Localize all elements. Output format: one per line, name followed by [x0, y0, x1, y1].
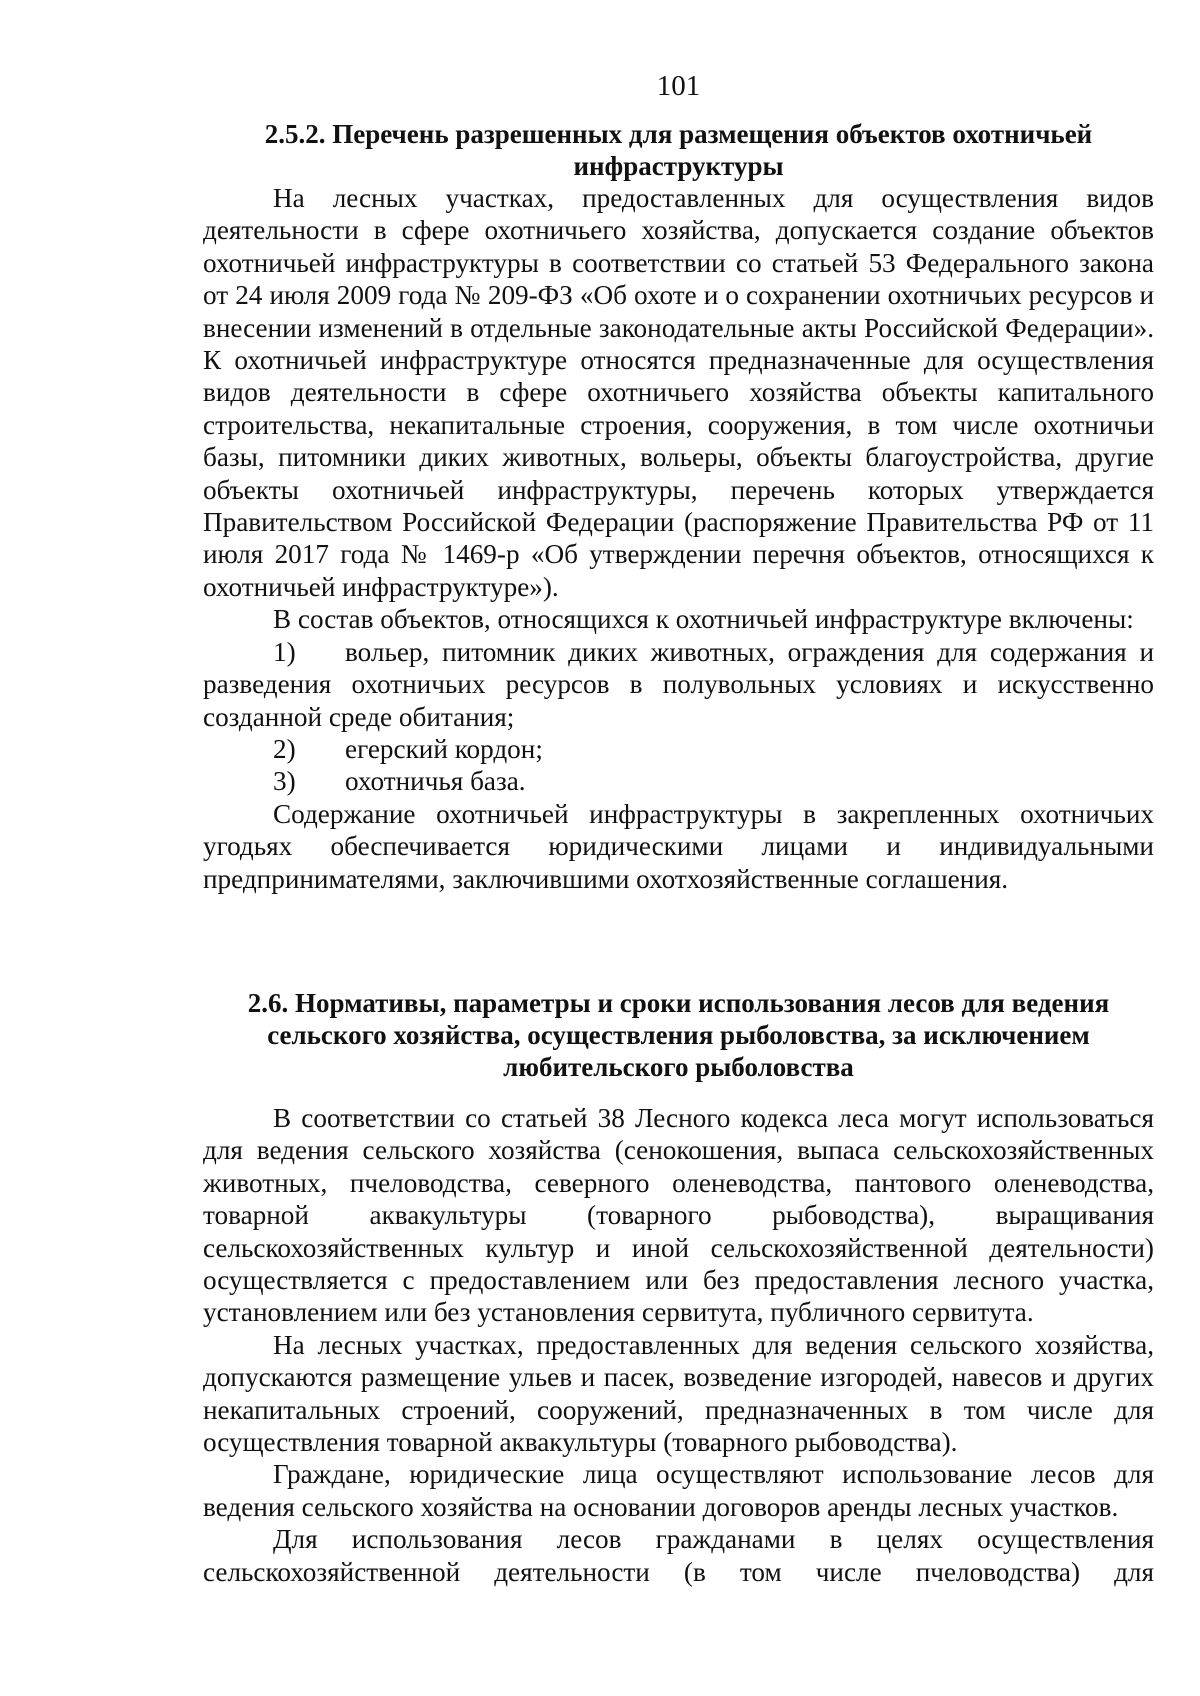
page-number: 101 — [656, 70, 701, 102]
paragraph: Граждане, юридические лица осуществляют использование лесов для ведения сельского хозяйства на основании договоров аренды лесных участков. — [203, 1459, 1154, 1522]
list-number: 3) — [273, 766, 296, 797]
list-number: 1) — [273, 636, 296, 667]
paragraph: На лесных участках, предоставленных для ведения сельского хозяйства, допускаются размещение ульев и пасек, возведение изгородей, навесов и других некапитальных строений, сооружений, предназначенных в том числе для осуществления товарной аквакультуры (товарного рыбоводства). — [203, 1329, 1154, 1458]
section-heading-2-6: 2.6. Нормативы, параметры и сроки использования лесов для ведения сельского хозяйства, осуществления рыболовства, за исключением любительского рыболовства — [247, 988, 1110, 1082]
list-text: вольер, питомник диких животных, ограждения для содержания и разведения охотничьих ресурсов в полувольных условиях и искусственно созданной среде обитания; — [203, 636, 1154, 732]
list-item — [203, 765, 1154, 797]
paragraph: Содержание охотничьей инфраструктуры в закрепленных охотничьих угодьях обеспечивается юридическими лицами и индивидуальными предпринимателями, заключившими охотхозяйственные соглашения. — [203, 798, 1154, 894]
list-item — [203, 733, 1154, 765]
list-item — [203, 636, 1154, 733]
list-text: охотничья база. — [345, 766, 526, 797]
paragraph: На лесных участках, предоставленных для осуществления видов деятельности в сфере охотничьего хозяйства, допускается создание объектов охотничьей инфраструктуры в соответствии со статьей 53 Федерального закона от 24 июля 2009 года № 209-ФЗ «Об охоте и о сохранении охотничьих ресурсов и внесении изменений в отдельные законодательные акты Российской Федерации». К охотничьей инфраструктуре относятся предназначенные для осуществления видов деятельности в сфере охотничьего хозяйства объекты капитального строительства, некапитальные строения, сооружения, в том числе охотничьи базы, питомники диких животных, вольеры, объекты благоустройства, другие объекты охотничьей инфраструктуры, перечень которых утверждается Правительством Российской Федерации (распоряжение Правительства РФ от 11 июля 2017 года № 1469-р «Об утверждении перечня объектов, относящихся к охотничьей инфраструктуре»). — [203, 183, 1154, 602]
paragraph: В соответствии со статьей 38 Лесного кодекса леса могут использоваться для ведения сельского хозяйства (сенокошения, выпаса сельскохозяйственных животных, пчеловодства, северного оленеводства, пантового оленеводства, товарной аквакультуры (товарного рыбоводства), выращивания сельскохозяйственных культур и иной сельскохозяйственной деятельности) осуществляется с предоставлением или без предоставления лесного участка, установлением или без установления сервитута, публичного сервитута. — [203, 1103, 1154, 1328]
section-body-2-5-2 — [203, 182, 1154, 895]
section-heading-2-5-2: 2.5.2. Перечень разрешенных для размещения объектов охотничьей инфраструктуры — [264, 119, 1093, 181]
section-body-2-6 — [203, 1102, 1154, 1588]
list-text: егерский кордон; — [345, 733, 543, 764]
paragraph: В состав объектов, относящихся к охотничьей инфраструктуре включены: — [273, 604, 1134, 635]
paragraph: Для использования лесов гражданами в целях осуществления сельскохозяйственной деятельности (в том числе пчеловодства) для — [203, 1524, 1154, 1587]
list-number: 2) — [273, 733, 296, 764]
